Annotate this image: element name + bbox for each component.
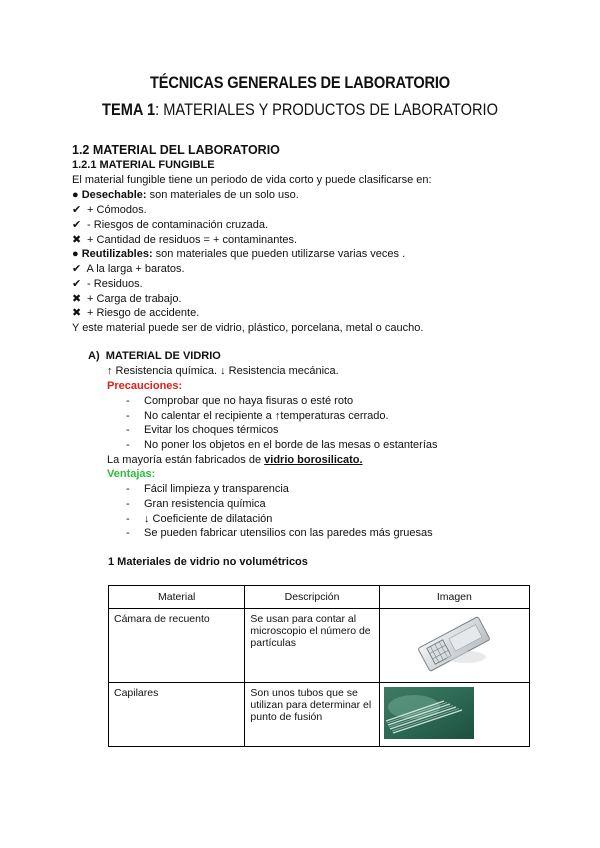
counting-chamber-image <box>414 613 494 675</box>
reutilizables-text: son materiales que pueden utilizarse varias veces . <box>152 248 406 260</box>
list-item-text: - Residuos. <box>84 278 143 290</box>
list-item-text: Gran resistencia química <box>144 498 266 510</box>
subtitle-rest: : MATERIALES Y PRODUCTOS DE LABORATORIO <box>155 100 498 119</box>
check-icon: ✔ <box>72 204 82 216</box>
list-item-text: Fácil limpieza y transparencia <box>144 483 289 495</box>
list-item-text: + Cómodos. <box>84 204 147 216</box>
list-item <box>126 409 389 423</box>
materials-table <box>108 585 530 747</box>
list-item <box>126 438 438 452</box>
header-material: Material <box>109 586 245 609</box>
borosilicato-prefix: La mayoría están fabricados de <box>107 454 265 466</box>
dash-icon: - <box>126 410 130 422</box>
desechable-line <box>72 188 299 202</box>
dash-icon: - <box>126 498 130 510</box>
list-item-text: Comprobar que no haya fisuras o esté roto <box>144 395 354 407</box>
list-item <box>72 203 147 217</box>
borosilicato-text <box>107 453 363 467</box>
list-item <box>72 306 199 320</box>
list-item <box>126 423 279 437</box>
cell-imagen <box>379 609 529 683</box>
intro-text: El material fungible tiene un periodo de vida corto y puede clasificarse en: <box>72 174 432 186</box>
cell-descripcion: Son unos tubos que se utilizan para determinar el punto de fusión <box>245 683 379 747</box>
cell-descripcion: Se usan para contar al microscopio el número de partículas <box>245 609 379 683</box>
list-item-text: Evitar los choques térmicos <box>144 424 279 436</box>
header-descripcion: Descripción <box>245 586 379 609</box>
dash-icon: - <box>126 395 130 407</box>
list-item <box>126 497 266 511</box>
cross-icon: ✖ <box>72 293 82 305</box>
subsection-heading: 1.2.1 MATERIAL FUNGIBLE <box>72 159 215 171</box>
bullet-icon: ● <box>72 189 79 201</box>
list-item <box>72 218 268 232</box>
section-heading: 1.2 MATERIAL DEL LABORATORIO <box>72 143 280 157</box>
resistencia-text: ↑ Resistencia química. ↓ Resistencia mecánica. <box>107 365 339 377</box>
list-item-text: No poner los objetos en el borde de las mesas o estanterías <box>144 439 438 451</box>
document-title: TÉCNICAS GENERALES DE LABORATORIO <box>149 73 451 92</box>
list-item-text: + Riesgo de accidente. <box>84 307 200 319</box>
cell-material: Cámara de recuento <box>109 609 245 683</box>
list-item-text: ↓ Coeficiente de dilatación <box>144 513 273 525</box>
subtitle-prefix: TEMA 1 <box>102 100 156 119</box>
bullet-icon: ● <box>72 248 79 260</box>
reutilizables-line <box>72 247 405 261</box>
section-a-heading <box>88 350 221 362</box>
list-item-text: No calentar el recipiente a ↑temperaturas cerrado. <box>144 410 389 422</box>
document-subtitle <box>42 100 558 120</box>
list-item <box>72 292 182 306</box>
list-item-text: - Riesgos de contaminación cruzada. <box>84 219 269 231</box>
list-item-text: A la larga + baratos. <box>84 263 185 275</box>
table-row <box>109 683 530 747</box>
header-imagen: Imagen <box>379 586 529 609</box>
dash-icon: - <box>126 483 130 495</box>
section-a-label: A) <box>88 350 100 362</box>
cross-icon: ✖ <box>72 234 82 246</box>
ventajas-heading: Ventajas: <box>107 468 156 480</box>
table-title: 1 Materiales de vidrio no volumétricos <box>108 556 308 568</box>
check-icon: ✔ <box>72 219 82 231</box>
section-a-title: MATERIAL DE VIDRIO <box>105 350 221 362</box>
table-header-row <box>109 586 530 609</box>
list-item <box>126 526 433 540</box>
list-item <box>126 482 289 496</box>
dash-icon: - <box>126 513 130 525</box>
precauciones-heading: Precauciones: <box>107 380 183 392</box>
desechable-label: Desechable: <box>81 189 147 201</box>
list-item <box>126 512 272 526</box>
cell-material: Capilares <box>109 683 245 747</box>
dash-icon: - <box>126 424 130 436</box>
cell-imagen <box>379 683 529 747</box>
capillary-tubes-image <box>384 687 474 739</box>
list-item <box>72 262 185 276</box>
list-item <box>126 394 353 408</box>
check-icon: ✔ <box>72 278 82 290</box>
check-icon: ✔ <box>72 263 82 275</box>
table-row <box>109 609 530 683</box>
cross-icon: ✖ <box>72 307 82 319</box>
list-item-text: + Carga de trabajo. <box>84 293 182 305</box>
closing-text: Y este material puede ser de vidrio, plástico, porcelana, metal o caucho. <box>72 322 424 334</box>
reutilizables-label: Reutilizables: <box>81 248 153 260</box>
list-item-text: + Cantidad de residuos = + contaminantes. <box>84 234 298 246</box>
list-item <box>72 277 143 291</box>
dash-icon: - <box>126 527 130 539</box>
list-item <box>72 233 297 247</box>
borosilicato-emphasis: vidrio borosilicato. <box>264 454 363 466</box>
desechable-text: son materiales de un solo uso. <box>146 189 299 201</box>
list-item-text: Se pueden fabricar utensilios con las paredes más gruesas <box>144 527 433 539</box>
dash-icon: - <box>126 439 130 451</box>
